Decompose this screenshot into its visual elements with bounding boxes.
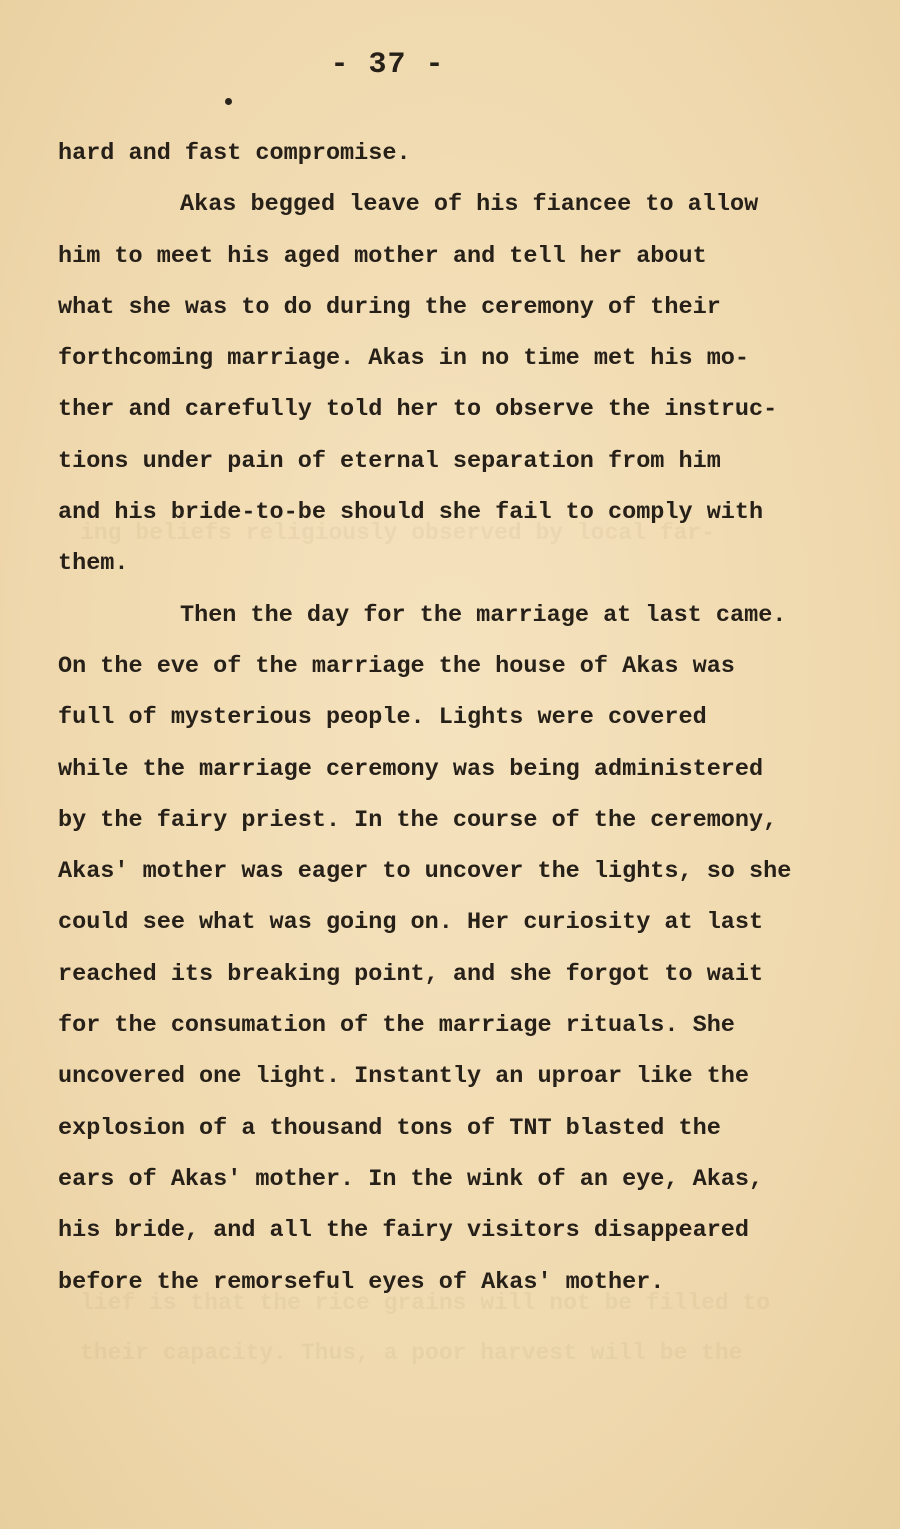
text-line: Akas begged leave of his fiancee to allow [180,191,759,219]
text-line: explosion of a thousand tons of TNT blasted the [58,1114,721,1142]
body-text [58,128,848,1308]
text-line: him to meet his aged mother and tell her about [58,242,707,270]
text-line: could see what was going on. Her curiosity at last [58,909,764,937]
text-line: what she was to do during the ceremony of their [58,293,721,321]
text-line: Then the day for the marriage at last came. [180,601,787,629]
show-through-bleed: ing beliefs religiously observed by local far- [80,520,715,546]
ink-dot [225,98,232,105]
show-through-bleed: their capacity. Thus, a poor harvest will be the [80,1340,743,1366]
text-line: On the eve of the marriage the house of Akas was [58,652,735,680]
text-line: his bride, and all the fairy visitors disappeared [58,1217,750,1245]
text-line: tions under pain of eternal separation from him [58,447,721,475]
text-line: by the fairy priest. In the course of the ceremony, [58,806,778,834]
text-line: hard and fast compromise. [58,140,411,167]
text-line: while the marriage ceremony was being administered [58,755,764,783]
text-line: them. [58,550,129,578]
show-through-bleed: lief is that the rice grains will not be filled to [80,1290,771,1316]
text-line: before the remorseful eyes of Akas' mother. [58,1268,665,1296]
text-line: and his bride-to-be should she fail to comply with [58,499,764,527]
text-line: ther and carefully told her to observe the instruc- [58,396,778,424]
text-line: reached its breaking point, and she forgot to wait [58,960,764,988]
page-number: - 37 - [330,48,445,82]
text-line: ears of Akas' mother. In the wink of an eye, Akas, [58,1165,764,1193]
text-line: forthcoming marriage. Akas in no time met his mo- [58,345,750,373]
text-line: uncovered one light. Instantly an uproar like the [58,1063,750,1091]
text-line: Akas' mother was eager to uncover the lights, so she [58,858,792,886]
text-line: full of mysterious people. Lights were covered [58,704,707,732]
text-line: for the consumation of the marriage rituals. She [58,1012,735,1040]
